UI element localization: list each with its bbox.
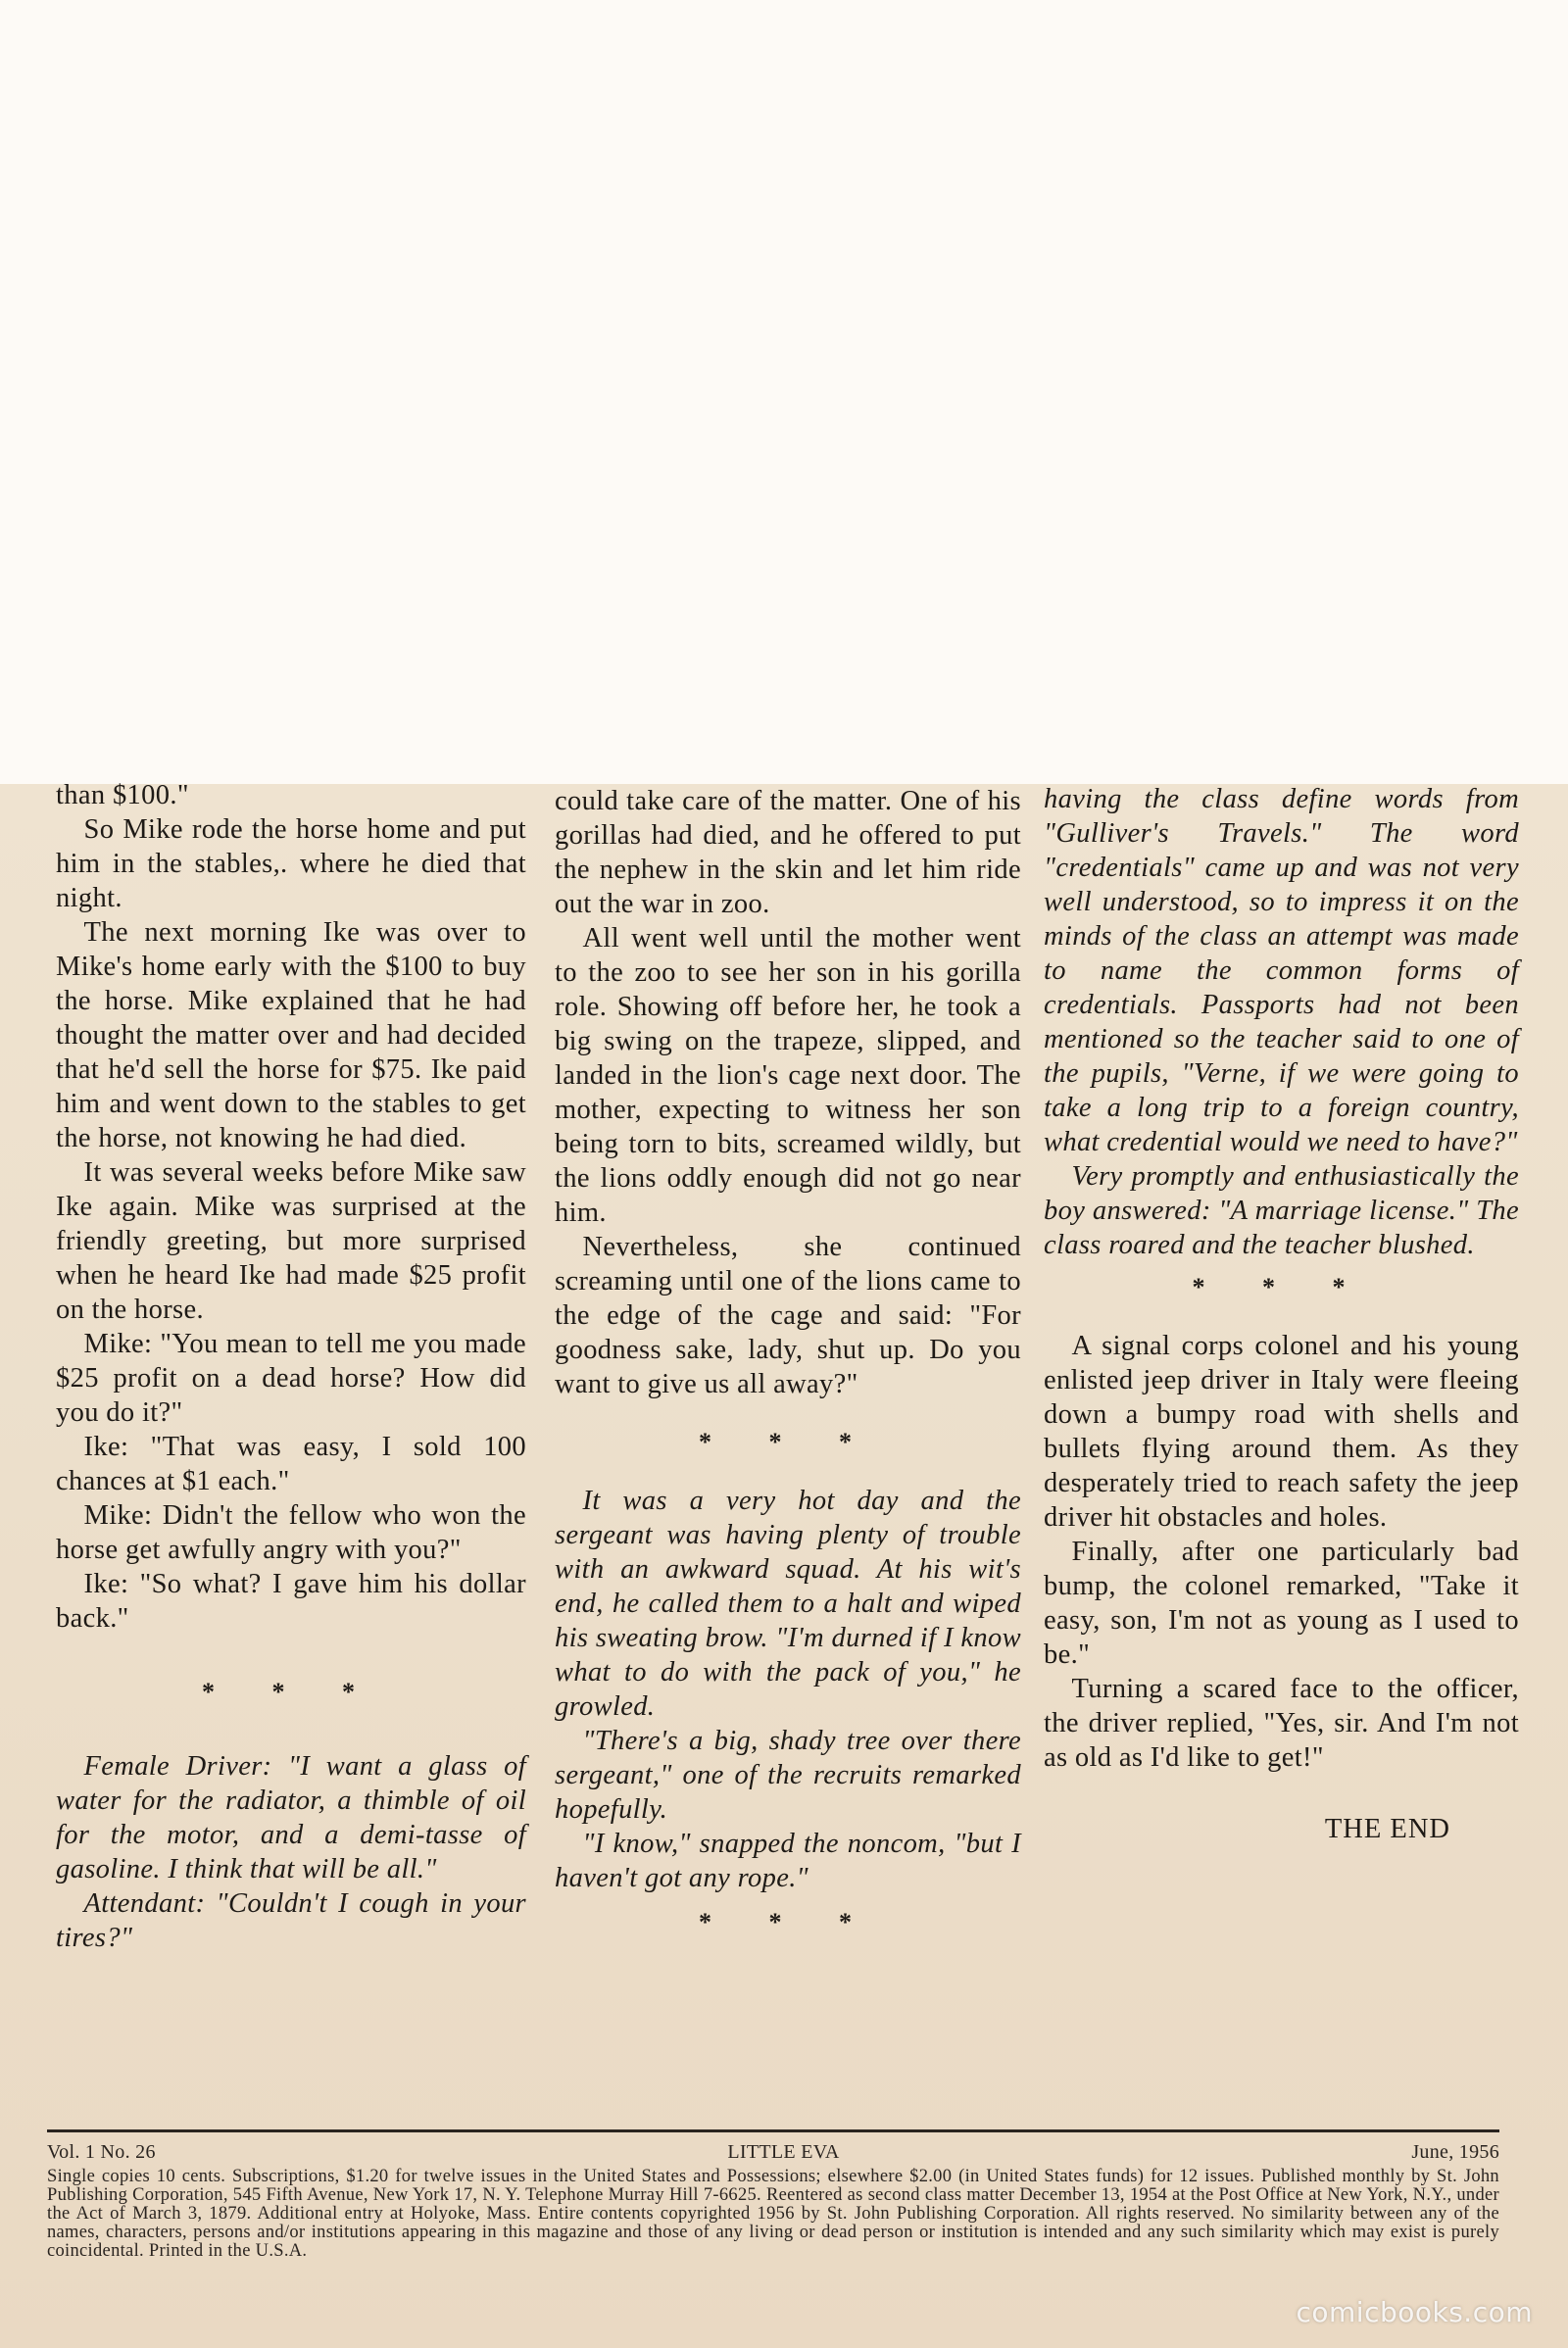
paragraph: Finally, after one particularly bad bump, the colonel remarked, "Take it easy, son, I'm not as young as I used to be."	[1044, 1537, 1519, 1670]
paragraph: could take care of the matter. One of his gorillas had died, and he offered to put the nephew in the skin and let him ride out the war in zoo.	[555, 786, 1021, 919]
section-separator: * * *	[699, 1428, 877, 1456]
paragraph: Very promptly and enthusiastically the boy answered: "A marriage license." The class roared and the teacher blushed.	[1044, 1161, 1519, 1260]
paragraph: Attendant: "Couldn't I cough in your tires?"	[56, 1888, 526, 1953]
footer-header	[47, 2140, 1499, 2164]
paragraph: "I know," snapped the noncom, "but I haven't got any rope."	[555, 1829, 1021, 1893]
magazine-title: LITTLE EVA	[727, 2141, 840, 2163]
text-column-right	[1044, 782, 1519, 1846]
text-column-left	[56, 778, 526, 1955]
paragraph: Mike: Didn't the fellow who won the horse get awfully angry with you?"	[56, 1500, 526, 1565]
paragraph: "There's a big, shady tree over there sergeant," one of the recruits remarked hopefully.	[555, 1726, 1021, 1825]
paragraph: than $100."	[56, 780, 189, 810]
paragraph: It was several weeks before Mike saw Ike again. Mike was surprised at the friendly greeting, but more surprised when he heard Ike had made $25 profit on the horse.	[56, 1157, 526, 1325]
issue-date: June, 1956	[1411, 2141, 1499, 2163]
paragraph: All went well until the mother went to the zoo to see her son in his gorilla role. Showing off before her, he took a big swing on the trapeze, slipped, and landed in the lion's cage next door. The mother, expecting to witness her son being torn to bits, screamed wildly, but the lions oddly enough did not go near him.	[555, 923, 1021, 1228]
paragraph: having the class define words from "Gulliver's Travels." The word "credentials" came up and was not very well understood, so to impress it on the minds of the class an attempt was made to name the common forms of credentials. Passports had not been mentioned so the teacher said to one of the pupils, "Verne, if we were going to take a long trip to a foreign country, what credential would we need to have?"	[1044, 784, 1519, 1157]
paragraph: Nevertheless, she continued screaming until one of the lions came to the edge of the cage and said: "For goodness sake, lady, shut up. Do you want to give us all away?"	[555, 1232, 1021, 1399]
footer-divider	[47, 2129, 1499, 2132]
paragraph: Ike: "So what? I gave him his dollar back."	[56, 1569, 526, 1634]
the-end-label: THE END	[1324, 1814, 1450, 1844]
watermark: comicbooks.com	[1296, 2296, 1533, 2328]
paragraph: A signal corps colonel and his young enlisted jeep driver in Italy were fleeing down a bumpy road with shells and bullets flying around them. As they desperately tried to reach safety the jeep driver hit obstacles and holes.	[1044, 1331, 1519, 1533]
publication-footer	[47, 2140, 1499, 2261]
paragraph: The next morning Ike was over to Mike's home early with the $100 to buy the horse. Mike explained that he had thought the matter over and had decided that he'd sell the horse for $75. Ike paid him and went down to the stables to get the horse, not knowing he had died.	[56, 917, 526, 1153]
section-separator: * * *	[1192, 1273, 1371, 1301]
section-separator: * * *	[699, 1908, 877, 1936]
section-separator: * * *	[202, 1678, 380, 1706]
blank-page-area	[0, 0, 1568, 784]
paragraph: Mike: "You mean to tell me you made $25 profit on a dead horse? How did you do it?"	[56, 1329, 526, 1428]
volume-number: Vol. 1 No. 26	[47, 2141, 156, 2163]
paragraph: It was a very hot day and the sergeant was having plenty of trouble with an awkward squad. At his wit's end, he called them to a halt and wiped his sweating brow. "I'm durned if I know what to do with the pack of you," he growled.	[555, 1486, 1021, 1722]
copyright-notice: Single copies 10 cents. Subscriptions, $1.20 for twelve issues in the United States and Possessions; elsewhere $2.00 (in United States funds) for 12 issues. Published monthly by St. John Publishing Corporation, 545 Fifth Avenue, New York 17, N. Y. Telephone Murray Hill 7-6625. Reentered as second class matter December 13, 1954 at the Post Office at New York, N.Y., under the Act of March 3, 1879. Additional entry at Holyoke, Mass. Entire contents copyrighted 1956 by St. John Publishing Corporation. All rights reserved. No similarity between any of the names, characters, persons and/or institutions appearing in this magazine and those of any living or dead person or institution is intended and any such similarity which may exist is purely coincidental. Printed in the U.S.A.	[47, 2167, 1499, 2261]
paragraph: Female Driver: "I want a glass of water for the radiator, a thimble of oil for the motor, and a demi-tasse of gasoline. I think that will be all."	[56, 1751, 526, 1884]
paragraph: Ike: "That was easy, I sold 100 chances at $1 each."	[56, 1432, 526, 1496]
paragraph: So Mike rode the horse home and put him in the stables,. where he died that night.	[56, 814, 526, 913]
paragraph: Turning a scared face to the officer, the driver replied, "Yes, sir. And I'm not as old as I'd like to get!"	[1044, 1674, 1519, 1773]
text-column-middle	[555, 784, 1021, 1960]
magazine-page	[0, 780, 1568, 2348]
